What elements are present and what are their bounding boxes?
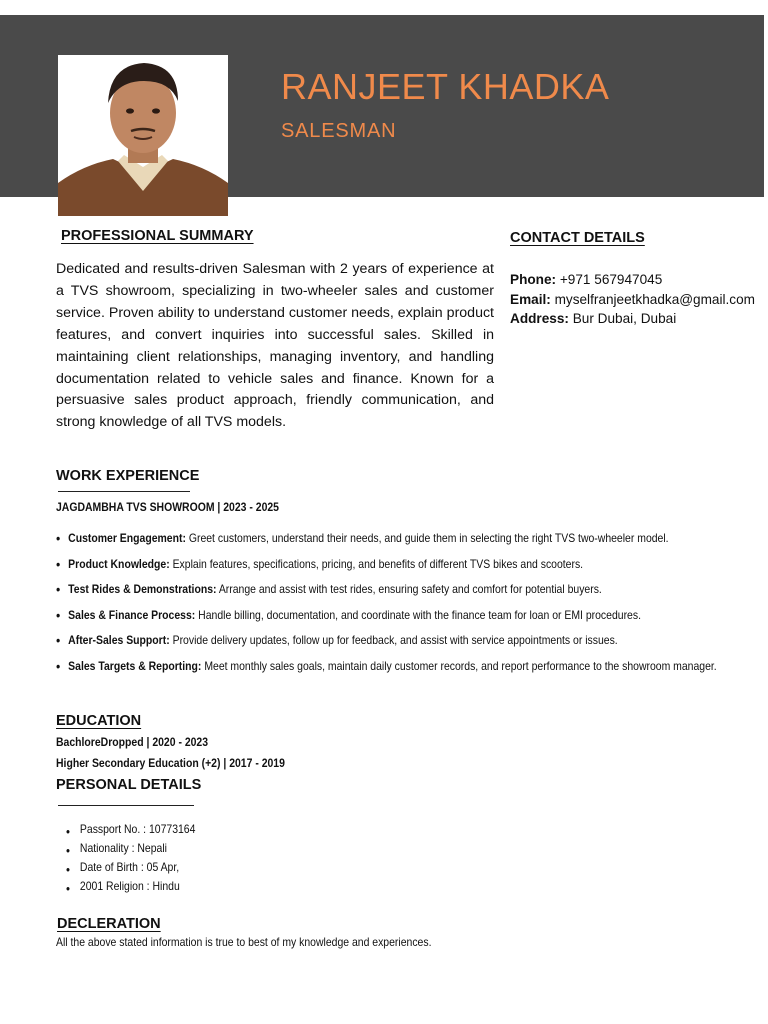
duty-label: After-Sales Support: xyxy=(68,633,170,648)
summary-text: Dedicated and results-driven Salesman with 2 years of experience at a TVS showroom, specializing in two-wheeler sales and customer service. Proven ability to understand customer needs, explain product features, and convert inquiries into successful sales. Skilled in maintaining client relationships, managing inventory, and handling documentation related to vehicle sales and finance. Known for a persuasive sales product approach, friendly communication, and strong knowledge of all TVS models. xyxy=(56,261,494,431)
summary-heading: PROFESSIONAL SUMMARY xyxy=(61,228,254,244)
person-photo-icon xyxy=(58,55,228,216)
phone-label: Phone: xyxy=(510,272,557,287)
duty-label: Test Rides & Demonstrations: xyxy=(68,582,217,597)
personal-heading: PERSONAL DETAILS xyxy=(56,777,202,793)
work-heading: WORK EXPERIENCE xyxy=(56,468,200,484)
duty-text: Greet customers, understand their needs, and guide them in selecting the right TVS two-wheeler model. xyxy=(188,531,669,545)
contact-email xyxy=(510,290,755,310)
list-item xyxy=(56,628,752,654)
contact-phone xyxy=(510,270,755,290)
contact-details xyxy=(510,270,755,329)
list-item xyxy=(56,526,752,552)
education-heading: EDUCATION xyxy=(56,713,142,729)
duties-list xyxy=(56,526,752,680)
email-label: Email: xyxy=(510,291,551,307)
job-title: JAGDAMBHA TVS SHOWROOM | 2023 - 2025 xyxy=(56,500,279,514)
list-item: • Date of Birth : 05 Apr, xyxy=(66,858,195,877)
list-item: • Nationality : Nepali xyxy=(66,839,195,858)
duty-text: Provide delivery updates, follow up for feedback, and assist with service appointments or issues. xyxy=(172,633,618,648)
email-value: myselfranjeetkhadka@gmail.com xyxy=(554,291,755,307)
personal-heading-rule xyxy=(58,805,194,806)
list-item: • Passport No. : 10773164 xyxy=(66,820,195,839)
address-value: Bur Dubai, Dubai xyxy=(572,311,677,326)
education-item: Higher Secondary Education (+2) | 2017 - 2019 xyxy=(56,756,285,770)
list-item xyxy=(56,577,752,603)
candidate-role: SALESMAN xyxy=(281,120,397,142)
phone-value: +971 567947045 xyxy=(559,272,663,287)
address-label: Address: xyxy=(510,311,569,326)
duty-label: Customer Engagement: xyxy=(68,531,186,545)
education-item: BachloreDropped | 2020 - 2023 xyxy=(56,735,209,749)
duty-label: Sales & Finance Process: xyxy=(68,607,196,622)
profile-photo xyxy=(58,55,228,216)
list-item xyxy=(56,552,752,578)
list-item xyxy=(56,654,735,680)
duty-text: Explain features, specifications, pricing, and benefits of different TVS bikes and scooters. xyxy=(172,556,584,571)
duty-label: Product Knowledge: xyxy=(68,556,170,571)
duty-text: Meet monthly sales goals, maintain daily customer records, and report performance to the showroom manager. xyxy=(204,658,717,673)
duty-text: Handle billing, documentation, and coordinate with the finance team for loan or EMI procedures. xyxy=(198,607,641,622)
candidate-name: RANJEET KHADKA xyxy=(281,66,610,107)
list-item: • 2001 Religion : Hindu xyxy=(66,877,195,896)
work-heading-rule xyxy=(58,491,190,492)
contact-heading: CONTACT DETAILS xyxy=(510,230,645,246)
personal-list xyxy=(66,820,195,896)
contact-address xyxy=(510,309,755,329)
duty-text: Arrange and assist with test rides, ensuring safety and comfort for potential buyers. xyxy=(218,582,602,597)
duty-label: Sales Targets & Reporting: xyxy=(68,658,202,673)
declaration-text: All the above stated information is true to best of my knowledge and experiences. xyxy=(56,935,432,949)
list-item xyxy=(56,603,752,629)
declaration-heading: DECLERATION xyxy=(57,916,161,932)
